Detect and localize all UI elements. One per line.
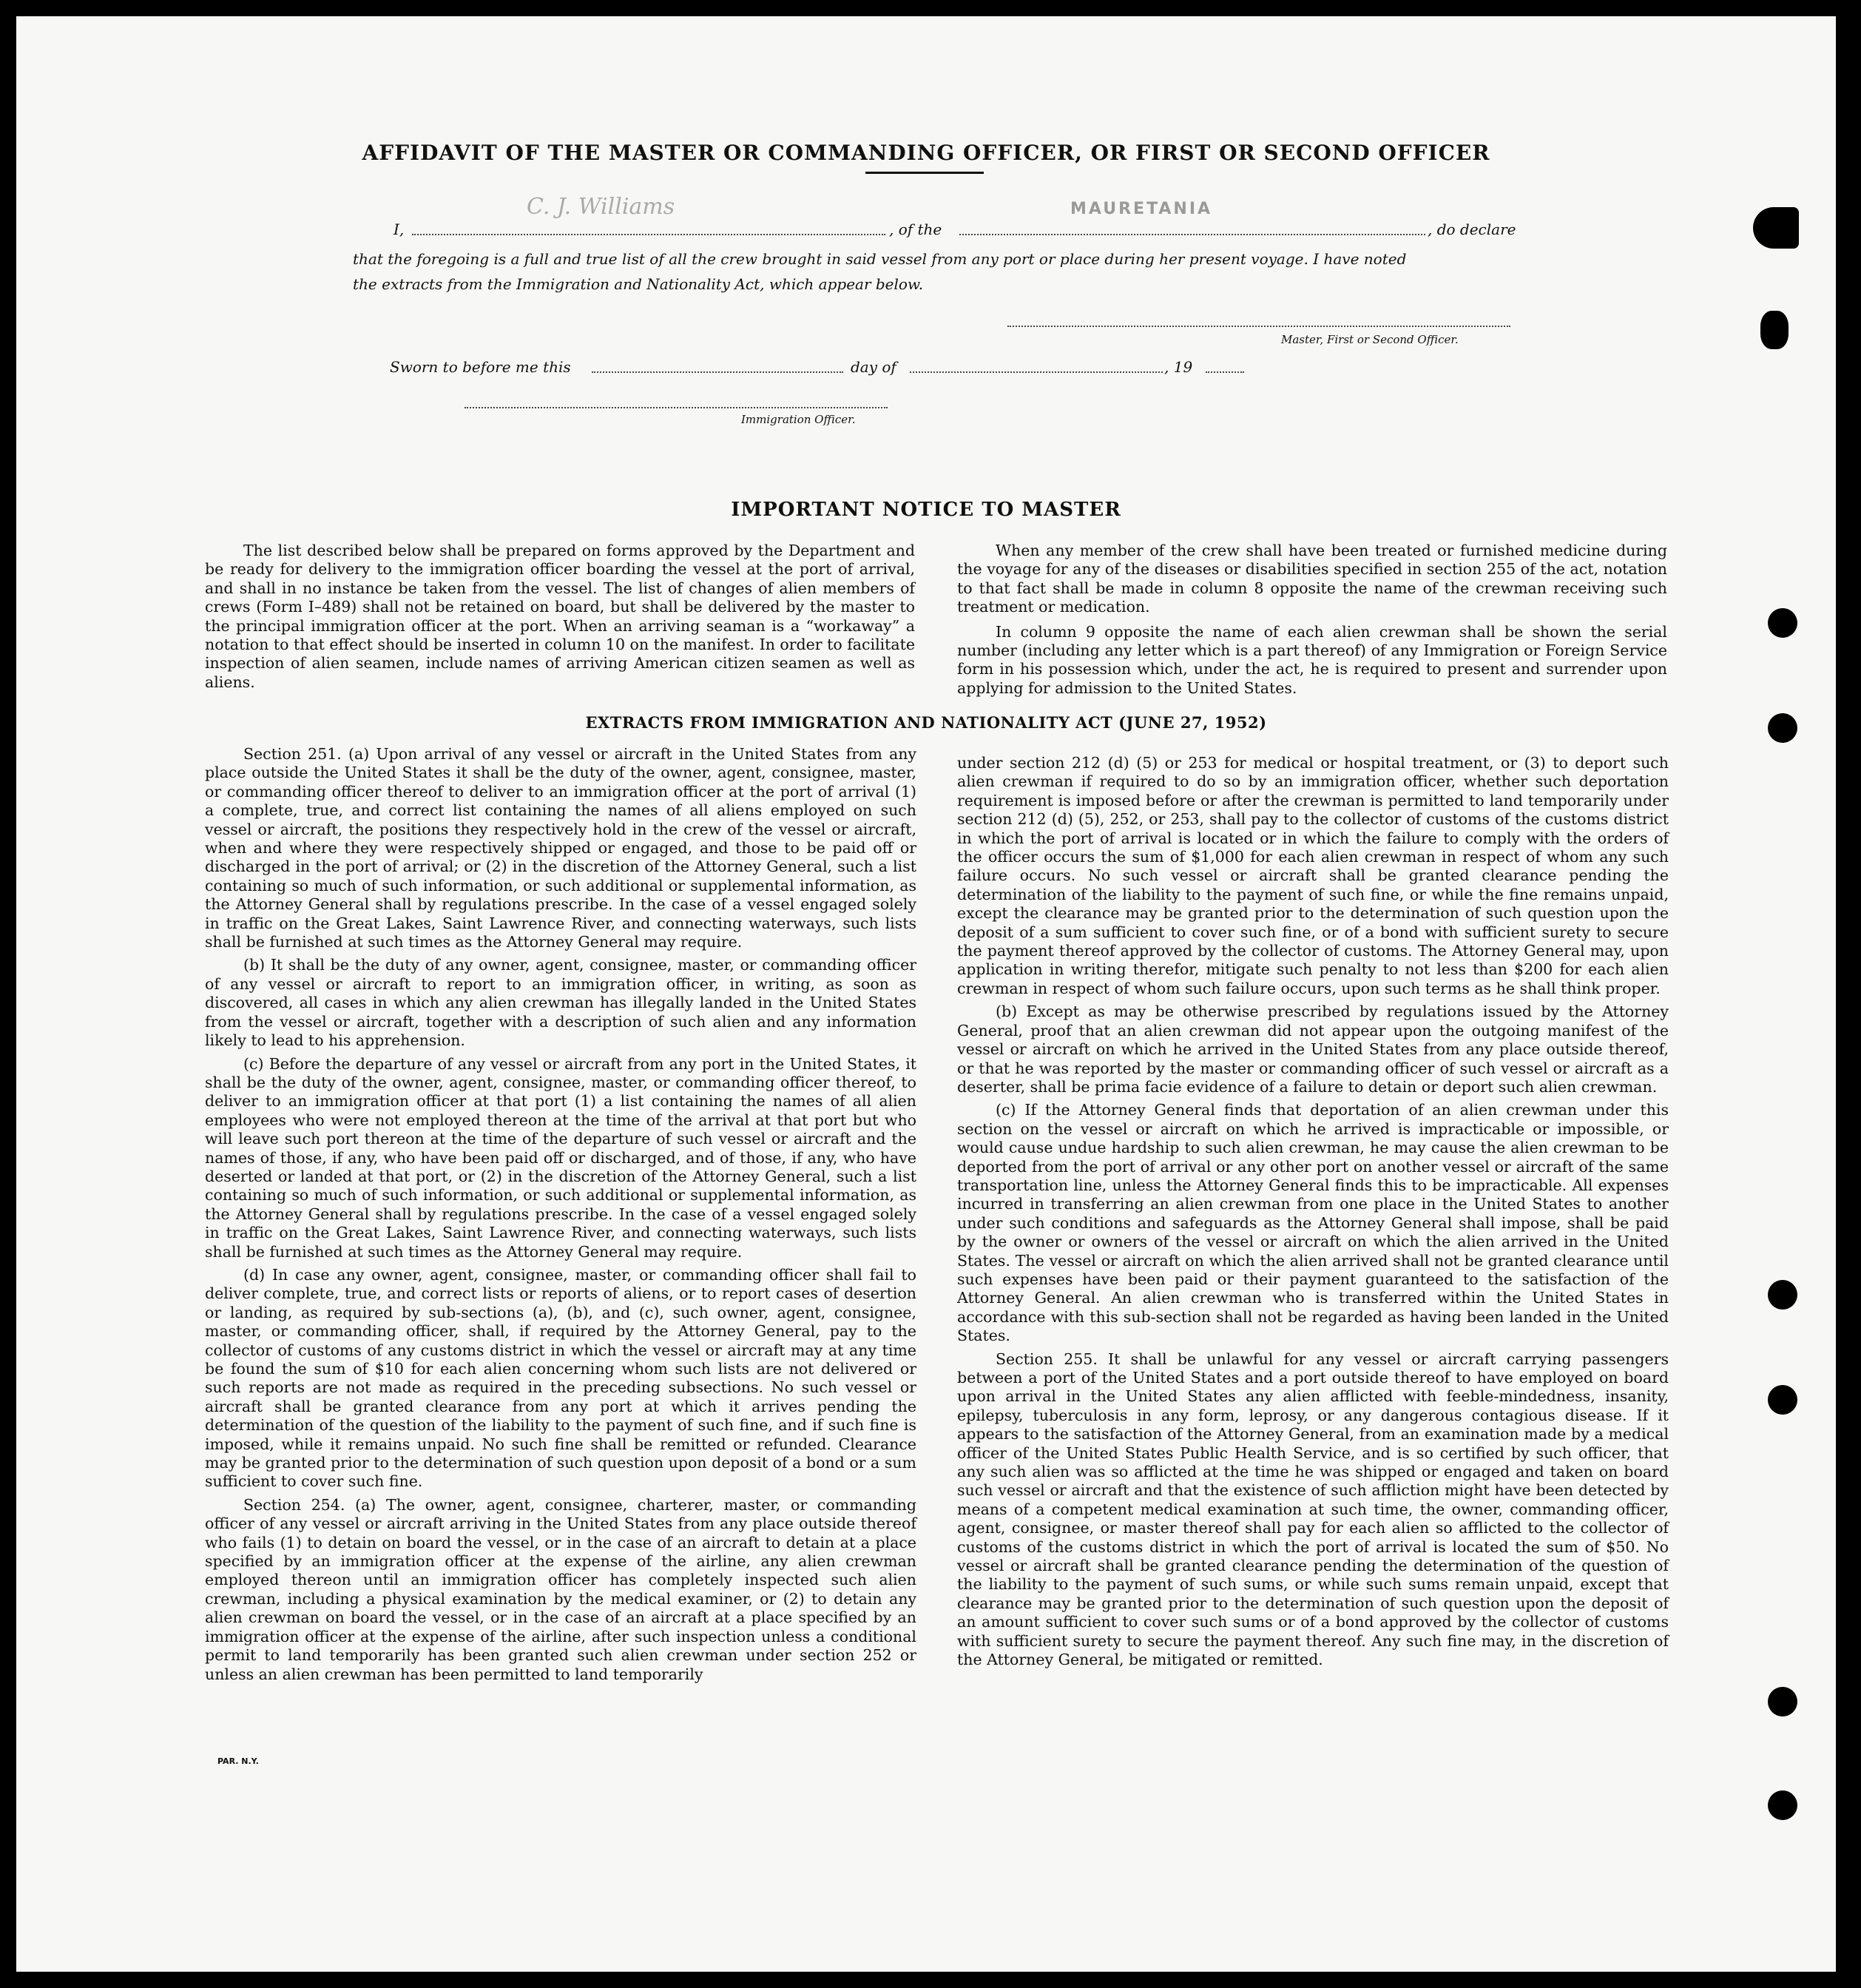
section-255: Section 255. It shall be unlawful for any vessel or aircraft carrying passengers between a port of the United States and a port outside thereof to have employed on board upon arrival in the United States any alien afflicted with feeble-mindedness, insanity, epilepsy, tuberculosis in any form, leprosy, or any dangerous contagious disease. If it appears to the satisfaction of the Attorney General, from an examination made by a medical officer of the United States Public Health Service, and is so certified by such officer, that any such alien was so afflicted at the time he was shipped or engaged and taken on board such vessel or aircraft and that the existence of such affliction might have been detected by means of a competent medical examination at such time, the owner, commanding officer, agent, consignee, or master thereof shall pay for each alien so afflicted to the collector of customs of the customs district in which the port of arrival is located the sum of $50. No vessel or aircraft shall be granted clearance pending the determination of the question of the liability to the payment of such sums, or while such sums remain unpaid, except that clearance may be granted prior to the determination of such question upon the deposit of an amount sufficient to cover such sums or of a bond approved by the collector of customs with sufficient surety to secure the payment thereof. Any such fine may, in the discretion of the Attorney General, be mitigated or remitted.	[957, 1350, 1669, 1669]
binder-hole	[1768, 1385, 1797, 1415]
master-signature-line[interactable]	[1007, 326, 1510, 327]
name-field-line[interactable]	[412, 234, 885, 235]
vessel-name-stamp: MAURETANIA	[1070, 200, 1213, 218]
section-254-c: (c) If the Attorney General finds that deportation of an alien crewman under this section on the vessel or aircraft on which he arrived is impracticable or impossible, or would cause undue hardship to such alien crewman, he may cause the alien crewman to be deported from the port of arrival or any other port on another vessel or aircraft of the same transportation line, unless the Attorney General finds this to be impracticable. All expenses incurred in transferring an alien crewman from one place in the United States to another under such conditions and safeguards as the Attorney General shall impose, shall be paid by the owner or owners of the vessel or aircraft on which the alien arrived in the United States. The vessel or aircraft on which the alien arrived shall not be granted clearance until such expenses have been paid or their payment guaranteed to the satisfaction of the Attorney General. An alien crewman who is transferred within the United States in accordance with this sub-section shall not be regarded as having been landed in the United States.	[957, 1101, 1669, 1345]
section-251-b: (b) It shall be the duty of any owner, agent, consignee, master, or commanding officer of any vessel or aircraft to report to an immigration officer, in writing, as soon as discovered, all cases in which any alien crewman has illegally landed in the United States from the vessel or aircraft, together with a description of such alien and any information likely to lead to his apprehension.	[205, 956, 916, 1050]
notice-left-paragraph: The list described below shall be prepared on forms approved by the Department and be ready for delivery to the immigration officer boarding the vessel at the port of arrival, and shall in no instance be taken from the vessel. The list of changes of alien members of crews (Form I–489) shall not be retained on board, but shall be delivered by the master to the principal immigration officer at the port. When an arriving seaman is a “workaway” a notation to that effect should be inserted in column 10 on the manifest. In order to facilitate inspection of alien seamen, include names of arriving American citizen seamen as well as aliens.	[205, 542, 916, 691]
year-prefix: , 19	[1164, 358, 1193, 376]
extracts-left-column	[205, 745, 916, 1688]
title-underline	[865, 172, 984, 174]
binding-clip-mark	[1753, 207, 1799, 249]
binder-hole	[1768, 713, 1797, 743]
vessel-field-line[interactable]	[959, 234, 1425, 235]
staple-mark	[1760, 311, 1789, 349]
statement-line-2: the extracts from the Immigration and Nationality Act, which appear below.	[353, 275, 924, 293]
sworn-month-line[interactable]	[910, 371, 1163, 373]
name-signature: C. J. Williams	[527, 194, 675, 220]
affidavit-title: AFFIDAVIT OF THE MASTER OR COMMANDING OFFICER, OR FIRST OR SECOND OFFICER	[362, 141, 1490, 165]
binder-hole	[1768, 1687, 1797, 1716]
section-254-a: Section 254. (a) The owner, agent, consignee, charterer, master, or commanding officer of any vessel or aircraft arriving in the United States from any place outside thereof who fails (1) to detain on board the vessel, or in the case of an aircraft to detain at a place specified by an immigration officer at the expense of the airline, any alien crewman employed thereon until an immigration officer has completely inspected such alien crewman, including a physical examination by the medical examiner, or (2) to detain any alien crewman on board the vessel, or in the case of an aircraft at a place specified by an immigration officer at the expense of the airline, after such inspection unless a conditional permit to land temporarily has been granted such alien crewman under section 252 or unless an alien crewman has been permitted to land temporarily	[205, 1495, 916, 1683]
i-label: I,	[394, 220, 405, 238]
statement-line-1: that the foregoing is a full and true list of all the crew brought in said vessel from any port or place during her present voyage. I have noted	[353, 250, 1407, 268]
notice-right-paragraph-1: When any member of the crew shall have been treated or furnished medicine during the voyage for any of the diseases or disabilities specified in section 255 of the act, notation to that fact shall be made in column 8 opposite the name of the crewman receiving such treatment or medication.	[957, 542, 1667, 616]
notice-left-column	[205, 542, 915, 698]
section-251-c: (c) Before the departure of any vessel or aircraft from any port in the United States, it shall be the duty of the owner, agent, consignee, master, or commanding officer thereof, to deliver to an immigration officer at that port (1) a list containing the names of all alien employees who were not employed thereon at the time of the arrival at that port but who will leave such port thereon at the time of the departure of such vessel or aircraft and the names of those, if any, who have been paid off or discharged, and of those, if any, who have deserted or landed at that port, or (2) in the discretion of the Attorney General, such a list containing so much of such information, or such additional or supplemental information, as the Attorney General shall by regulations prescribe. In the case of a vessel engaged solely in traffic on the Great Lakes, Saint Lawrence River, and connecting waterways, such lists shall be furnished at such times as the Attorney General may require.	[205, 1054, 916, 1261]
binder-hole	[1768, 1280, 1797, 1310]
notice-right-paragraph-2: In column 9 opposite the name of each alien crewman shall be shown the serial number (including any letter which is a part thereof) of any Immigration or Foreign Service form in his possession which, under the act, he is required to present and surrender upon applying for admission to the United States.	[957, 622, 1667, 697]
of-the-label: , of the	[889, 220, 942, 238]
sworn-day-line[interactable]	[592, 371, 843, 373]
do-declare-label: , do declare	[1428, 220, 1516, 238]
section-254-b: (b) Except as may be otherwise prescribed by regulations issued by the Attorney General, proof that an alien crewman did not appear upon the outgoing manifest of the vessel or aircraft on which he arrived in the United States from any place outside thereof, or that he was reported by the master or commanding officer of such vessel or aircraft as a deserter, shall be prima facie evidence of a failure to detain or deport such alien crewman.	[957, 1003, 1669, 1096]
officer-signature-label: Immigration Officer.	[741, 413, 856, 426]
day-of-label: day of	[851, 358, 896, 376]
section-254-a-continued: under section 212 (d) (5) or 253 for medical or hospital treatment, or (3) to deport such alien crewman if required to do so by an immigration officer, whether such deportation requirement is imposed before or after the crewman is permitted to land temporarily under section 212 (d) (5), 252, or 253, shall pay to the collector of customs of the customs district in which the port of arrival is located or in which the failure to comply with the orders of the officer occurs the sum of $1,000 for each alien crewman in respect of whom any such failure occurs. No such vessel or aircraft shall be granted clearance pending the determination of the liability to the payment of such fine, or while the fine remains unpaid, except the clearance may be granted prior to the determination of such question upon the deposit of a sum sufficient to cover such fine, or of a bond with sufficient surety to secure the payment thereof approved by the collector of customs. The Attorney General may, upon application in writing therefor, mitigate such penalty to not less than $200 for each alien crewman in respect of whom such failure occurs, upon such terms as he shall think proper.	[957, 754, 1669, 997]
form-page	[16, 16, 1836, 1972]
binder-hole	[1768, 608, 1797, 638]
master-signature-label: Master, First or Second Officer.	[1281, 333, 1459, 346]
extracts-right-column	[957, 754, 1669, 1674]
printer-mark: PAR. N.Y.	[217, 1756, 259, 1766]
binder-hole	[1768, 1790, 1797, 1820]
sworn-label: Sworn to before me this	[390, 358, 571, 376]
notice-right-column	[957, 542, 1667, 704]
section-251-d: (d) In case any owner, agent, consignee, master, or commanding officer shall fail to deliver complete, true, and correct lists or reports of aliens, or to report cases of desertion or landing, as required by sub-sections (a), (b), and (c), such owner, agent, consignee, master, or commanding officer, shall, if required by the Attorney General, pay to the collector of customs of any customs district in which the vessel or aircraft may at any time be found the sum of $10 for each alien concerning whom such lists are not delivered or such reports are not made as required in the preceding subsections. No such vessel or aircraft shall be granted clearance from any port at which it arrives pending the determination of the question of the liability to the payment of such fine, and if such fine is imposed, while it remains unpaid. No such fine shall be remitted or refunded. Clearance may be granted prior to the determination of such question upon deposit of a bond or a sum sufficient to cover such fine.	[205, 1265, 916, 1491]
extracts-title: EXTRACTS FROM IMMIGRATION AND NATIONALITY ACT (JUNE 27, 1952)	[585, 713, 1267, 732]
officer-signature-line[interactable]	[465, 407, 888, 408]
notice-title: IMPORTANT NOTICE TO MASTER	[731, 499, 1121, 521]
sworn-year-line[interactable]	[1206, 371, 1244, 373]
section-251-a: Section 251. (a) Upon arrival of any vessel or aircraft in the United States from any place outside the United States it shall be the duty of the owner, agent, consignee, master, or commanding officer thereof to deliver to an immigration officer at the port of arrival (1) a complete, true, and correct list containing the names of all aliens employed on such vessel or aircraft, the positions they respectively hold in the crew of the vessel or aircraft, when and where they were respectively shipped or engaged, and those to be paid off or discharged in the port of arrival; or (2) in the discretion of the Attorney General, such a list containing so much of such information, or such additional or supplemental information, as the Attorney General shall by regulations prescribe. In the case of a vessel engaged solely in traffic on the Great Lakes, Saint Lawrence River, and connecting waterways, such lists shall be furnished at such times as the Attorney General may require.	[205, 745, 916, 951]
